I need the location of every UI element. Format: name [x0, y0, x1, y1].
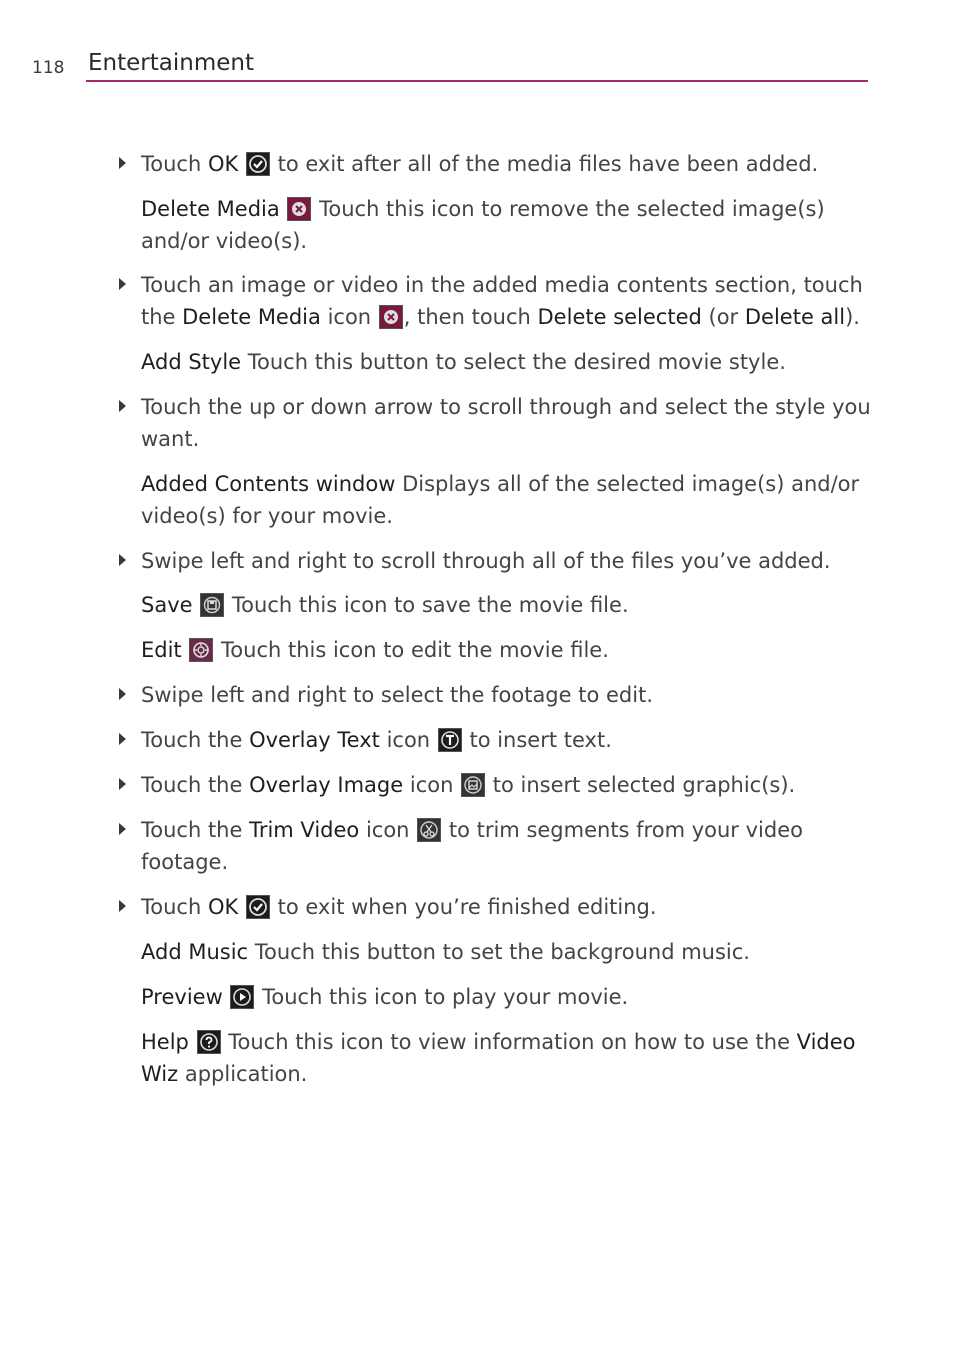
- term-ok: OK: [207, 895, 239, 919]
- term-added-contents-window: Added Contents window: [141, 472, 396, 496]
- item-text: icon: [359, 818, 417, 842]
- definition-text: Touch this button to select the desired movie style.: [241, 350, 786, 374]
- item-text: to insert text.: [462, 728, 612, 752]
- item-text: icon: [320, 305, 378, 329]
- list-item: [141, 769, 871, 801]
- term-save: Save: [141, 593, 193, 617]
- definition-preview: [141, 981, 871, 1013]
- edit-icon: [189, 638, 213, 662]
- delete-media-icon: [379, 305, 403, 329]
- bullet-marker: [119, 278, 126, 290]
- list-item: [141, 269, 871, 333]
- item-text: Touch the: [141, 728, 250, 752]
- bullet-marker: [119, 733, 126, 745]
- definition-text: Touch this button to set the background music.: [248, 940, 750, 964]
- term-video-wiz: Video Wiz: [141, 1030, 856, 1086]
- item-text: (or: [701, 305, 745, 329]
- term-help: Help: [141, 1030, 189, 1054]
- item-text: Touch: [141, 895, 208, 919]
- definition-added-contents: [141, 468, 871, 532]
- definition-text: application.: [178, 1062, 308, 1086]
- bullet-marker: [119, 778, 126, 790]
- definition-text: Touch this icon to play your movie.: [255, 985, 629, 1009]
- item-text: icon: [403, 773, 461, 797]
- list-item: [141, 679, 871, 711]
- term-delete-media: Delete Media: [182, 305, 321, 329]
- list-item: [141, 148, 871, 180]
- bullet-marker: [119, 688, 126, 700]
- term-delete-media: Delete Media: [141, 197, 280, 221]
- term-delete-all: Delete all: [744, 305, 846, 329]
- item-text: Touch the: [141, 818, 250, 842]
- bullet-marker: [119, 900, 126, 912]
- bullet-marker: [119, 823, 126, 835]
- section-title: Entertainment: [88, 50, 254, 76]
- term-add-style: Add Style: [141, 350, 242, 374]
- definition-add-music: [141, 936, 871, 968]
- item-text: to trim segments from your video footage.: [141, 818, 803, 874]
- item-text: ).: [845, 305, 860, 329]
- item-text: Swipe left and right to select the footage to edit.: [141, 683, 653, 707]
- page-number: 118: [32, 58, 65, 78]
- term-overlay-image: Overlay Image: [249, 773, 404, 797]
- item-text: to exit when you’re finished editing.: [270, 895, 657, 919]
- bullet-marker: [119, 554, 126, 566]
- list-item: [141, 391, 871, 455]
- list-item: [141, 814, 871, 878]
- item-text: , then touch: [403, 305, 538, 329]
- term-preview: Preview: [141, 985, 223, 1009]
- item-text: icon: [379, 728, 437, 752]
- bullet-marker: [119, 400, 126, 412]
- term-overlay-text: Overlay Text: [249, 728, 380, 752]
- page-header: [0, 0, 954, 90]
- definition-help: [141, 1026, 871, 1090]
- definition-text: Touch this icon to remove the selected image(s) and/or video(s).: [141, 197, 825, 253]
- term-add-music: Add Music: [141, 940, 249, 964]
- list-item: [141, 891, 871, 923]
- definition-text: Displays all of the selected image(s) and/or video(s) for your movie.: [141, 472, 860, 528]
- term-delete-selected: Delete selected: [537, 305, 702, 329]
- definition-delete-media: [141, 193, 871, 257]
- definition-text: Touch this icon to edit the movie file.: [214, 638, 609, 662]
- term-edit: Edit: [141, 638, 182, 662]
- definition-save: [141, 589, 871, 621]
- definition-edit: [141, 634, 871, 666]
- bullet-marker: [119, 157, 126, 169]
- item-text: to insert selected graphic(s).: [486, 773, 796, 797]
- item-text: Touch: [141, 152, 208, 176]
- item-text: to exit after all of the media files have been added.: [270, 152, 819, 176]
- item-text: Swipe left and right to scroll through all of the files you’ve added.: [141, 549, 831, 573]
- preview-icon: [230, 985, 254, 1009]
- ok-icon: [246, 895, 270, 919]
- trim-video-icon: [417, 818, 441, 842]
- header-rule: [86, 80, 868, 82]
- item-text: Touch the: [141, 773, 250, 797]
- ok-icon: [246, 152, 270, 176]
- item-text: Touch an image or video in the added media contents section, touch the: [141, 273, 863, 329]
- overlay-image-icon: [461, 773, 485, 797]
- definition-text: Touch this icon to save the movie file.: [225, 593, 629, 617]
- definition-text: Touch this icon to view information on how to use the: [221, 1030, 797, 1054]
- help-icon: [197, 1030, 221, 1054]
- list-item: [141, 545, 871, 577]
- definition-add-style: [141, 346, 871, 378]
- list-item: [141, 724, 871, 756]
- item-text: Touch the up or down arrow to scroll through and select the style you want.: [141, 395, 871, 451]
- save-icon: [200, 593, 224, 617]
- overlay-text-icon: [438, 728, 462, 752]
- term-ok: OK: [207, 152, 239, 176]
- delete-media-icon: [287, 197, 311, 221]
- term-trim-video: Trim Video: [249, 818, 360, 842]
